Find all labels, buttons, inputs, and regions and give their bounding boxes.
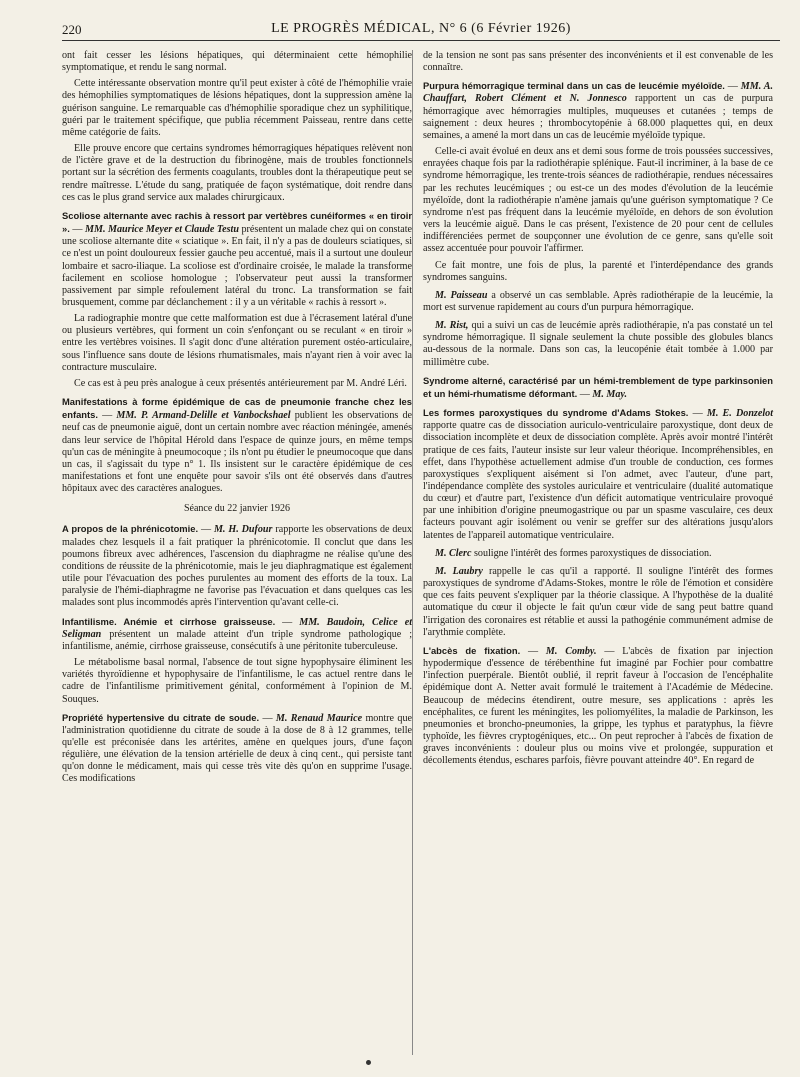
- seance-heading: Séance du 22 janvier 1926: [183, 503, 291, 515]
- paragraph: Cette intéressante observation montre qu'il peut exister à côté de l'hémophilie vraie des hémophilies symptomatiques de lésions hépatiques, dont la suppression amène la guérison sanguine. Le remarquable cas d'hémophilie sporadique chez un syphilitique, guéri par le traitement spécifique, que publia récemment Paisseau, rentre dans cette même catégorie de faits.: [62, 78, 412, 138]
- authors: M. E. Donzelot: [706, 408, 773, 420]
- section-body: qui a suivi un cas de leucémie après radiothérapie, n'a pas constaté un tel syndrome hémorragique. Il signale seulement la chute possible des globules blancs au-dessous de la normale. Dans son cas, la leucopénie était tombée à 1.000 par millimètre cube.: [423, 320, 773, 368]
- authors: M. Rist,: [435, 320, 469, 332]
- authors: M. Clerc: [435, 547, 472, 559]
- authors: M. May.: [592, 388, 628, 400]
- authors: MM. A. Chauffart, Robert Clément et N. Jonnesco: [423, 81, 773, 105]
- paragraph: de la tension ne sont pas sans présenter des inconvénients et il est convenable de les connaître.: [423, 50, 773, 74]
- paragraph: ont fait cesser les lésions hépatiques, qui déterminaient cette hémophilie symptomatique, et rendu le sang normal.: [62, 50, 412, 74]
- paragraph: Elle prouve encore que certains syndromes hémorragiques hépatiques relèvent non de l'ictère grave et de la destruction du fibrinogène, mais de troubles fonctionnels portant sur la sécrétion des ferments coagulants, troubles dont la thérapeutique peut se rendre maîtresse. L'étude du sang, pratiquée de façon systématique, doit rendre dans ces cas le plus grand service aux malades chirurgicaux.: [62, 143, 412, 203]
- section-body: rappelle le cas qu'il a rapporté. Il souligne l'intérêt des formes paroxystiques de syndrome d'Adams-Stokes, montre le rôle de l'émotion et considère que ces faits peuvent s'expliquer par la théorie classique. A l'hypothèse de la dualité automatique du cœur il objecte le fait qu'un cœur vide de sang peut battre quand l'irrigation des coronaires est rétablie et aussi la pathogénie communément admise de l'arythmie complète.: [423, 565, 773, 638]
- communication-infantilisme: Infantilisme. Anémie et cirrhose graisseuse. — MM. Baudoin, Celice et Seligman présentent un malade atteint d'un triple syndrome pathologique ; infantilisme, anémie, cirrhose graisseuse, consécutifs à une péritonite tuberculeuse.: [62, 615, 413, 652]
- communication-adams-stokes: Les formes paroxystiques du syndrome d'Adams Stokes. — M. E. Donzelot rapporte quatre cas de dissociation auriculo-ventriculaire paroxystique, dont deux de dissociation incomplète et deux de dissociation complète. Après avoir montré l'intérêt pratique de ces faits, l'auteur insiste sur leur valeur théorique. Incompréhensibles, en effet, dans l'hypothèse actuellement admise d'un trouble de conduction, ces formes paroxystiques s'expliquent aisément si l'on admet, avec l'auteur, d'une part, l'indépendance complète des systoles auriculaire et ventriculaire (dualité automatique du cœur) et d'autre part, l'existence d'un déficit automatique ventriculaire provoqué par une inhibition d'origine pneumogastrique ou par un spasme vasculaire, ces deux facteurs pouvant agir isolément ou venir se greffer sur des altérations jusqu'alors latentes de l'appareil automatique ventriculaire.: [423, 407, 773, 541]
- section-title: Purpura hémorragique terminal dans un cas de leucémie myéloïde.: [423, 80, 725, 92]
- section-body: rapportent un cas de purpura hémorragique avec hémorragies multiples, muqueuses et cutanées ; temps de saignement : deux heures ; thrombocytopénie à 68.000 plaquettes qui, en deux semaines, a amené la mort dans un cas de leucémie myéloïde typique.: [423, 93, 773, 141]
- authors: MM. P. Armand-Delille et Vanbockshael: [116, 410, 291, 422]
- journal-title: LE PROGRÈS MÉDICAL, N° 6 (6 Février 1926): [271, 21, 571, 36]
- ink-dot: [366, 1060, 371, 1065]
- comment-paisseau: [423, 290, 773, 314]
- authors: M. Paisseau: [435, 289, 488, 301]
- section-body: a observé un cas semblable. Après radiothérapie de la leucémie, la mort est survenue rapidement au cours d'un purpura hémorragique.: [423, 289, 773, 313]
- section-body: présentent un malade chez qui on constate une scoliose alternante dite « sciatique ». En fait, il n'y a pas de douleurs sciatiques, si ce n'est un point douloureux fessier gauche peu accentué, mais il a surtout une douleur lombaire et sacro-iliaque. La scoliose est d'ordinaire croisée, le malade la transforme facilement en scoliose homologue ; l'observateur peut aussi la transformer passivement par simple refoulement latéral du tronc. La transformation se fait brusquement, comme par déclanchement : il y a un véritable « rachis à ressort ».: [62, 224, 413, 308]
- paragraph: La radiographie montre que cette malformation est due à l'écrasement latéral d'une ou plusieurs vertèbres, qui forment un coin s'enfonçant ou se reculant « en tiroir » entre les vertèbres voisines. Il s'agit donc d'une altération purement ostéo-articulaire, sous l'influence sans doute de lésions rhumatismales, mais n'ayant rien à voir avec la contracture musculaire.: [62, 313, 412, 373]
- section-title: Infantilisme. Anémie et cirrhose graisseuse.: [62, 615, 276, 627]
- communication-pneumonie: Manifestations à forme épidémique de cas de pneumonie franche chez les enfants. — MM. P. Armand-Delille et Vanbockshael publient les observations de neuf cas de pneumonie aiguë, dont un certain nombre avec réaction méningée, amenés dans leur service de l'hôpital Hérold dans l'espace de quinze jours, en même temps qu'un cas de méningite à pneumocoque ; ils n'ont pu étudier le pneumocoque que dans un cas, il s'agissait du type n° 1. Ils insistent sur le caractère épidémique de ces manifestations et font une enquête pour savoir s'ils ont été observés dans d'autres hôpitaux avec des caractères analogues.: [62, 396, 412, 495]
- paragraph: Ce fait montre, une fois de plus, la parenté et l'interdépendance des grands syndromes sanguins.: [423, 259, 773, 283]
- authors: M. H. Dufour: [213, 524, 273, 536]
- section-title: Propriété hypertensive du citrate de soude.: [62, 711, 260, 723]
- section-title: Manifestations à forme épidémique de cas de pneumonie franche chez les enfants.: [62, 396, 412, 421]
- section-title: Scoliose alternante avec rachis à ressort par vertèbres cunéiformes « en tiroir ».: [62, 209, 412, 235]
- section-body: souligne l'intérêt des formes paroxystiques de dissociation.: [473, 547, 712, 559]
- page-number: 220: [62, 22, 82, 37]
- authors: MM. Maurice Meyer et Claude Testu: [85, 224, 239, 236]
- communication-abces-fixation: L'abcès de fixation. — M. Comby. — L'abcès de fixation par injection hypodermique d'essence de térébenthine fut imaginé par Fochier pour combattre l'infection puerpérale. Bientôt oublié, il reprit faveur à l'occasion de l'encéphalite épidémique dont A. Netter avait formulé le traitement à l'Académie de Médecine. Beaucoup de médecins étendirent, outre mesure, ses applications : après les encéphalites, ce furent les méningites, les poliomyélites, la maladie de Parkinson, les pneumonies et broncho-pneumonies, la grippe, les typhus et paratyphus, la fièvre typhoïde, les fièvres cryptogéniques, etc... On peut reprocher à l'abcès de fixation de graves inconvénients : douleur plus ou moins vive et prolongée, suppuration et décollements étendus, eschares parfois, fièvre pouvant atteindre 40°. En regard de: [423, 644, 774, 767]
- communication-citrate: Propriété hypertensive du citrate de soude. — M. Renaud Maurice montre que l'administration quotidienne du citrate de soude à la dose de 8 à 12 grammes, telle qu'elle est préconisée dans les artérites, amène en quelques jours, d'une façon régulière, une élévation de la tension artérielle de deux à cinq cent., qui persiste tant qu'on donne le médicament, mais qui cesse très vite dès qu'on en supprime l'usage. Ces modifications: [62, 711, 412, 785]
- communication-phrenicotomie: A propos de la phrénicotomie. — M. H. Dufour rapporte les observations de deux malades chez lesquels il a fait pratiquer la phrénicotomie. Il conclut que dans les poumons fibreux avec adhérences, l'ascension du diaphragme ne réalise qu'une des conditions de réussite de la phrénicotomie, mais le jeu diaphragmatique est également utile pour l'évacuation des poches purulentes au moment des efforts de la toux. La paralysie de l'hémi-diaphragme ne favorise pas l'évacuation et dans quelques cas les malades sont plus incommodés après l'intervention qu'avant celle-ci.: [62, 523, 412, 609]
- authors: M. Laubry: [435, 565, 483, 577]
- comment-laubry: [423, 566, 773, 639]
- comment-rist: [423, 320, 773, 369]
- column-divider: [412, 50, 413, 1055]
- communication-scoliose: Scoliose alternante avec rachis à ressort par vertèbres cunéiformes « en tiroir ». — MM. Maurice Meyer et Claude Testu présentent un malade chez qui on constate une scoliose alternante dite « sciatique ». En fait, il n'y a pas de douleurs sciatiques, si ce n'est un point douloureux fessier gauche peu accentué, mais il a surtout une douleur lombaire et sacro-iliaque. La scoliose est d'ordinaire croisée, le malade la transforme facilement en scoliose homologue ; l'observateur peut aussi la transformer passivement par simple refoulement latéral du tronc. La transformation se fait brusquement, comme par déclanchement : il y a un véritable « rachis à ressort ».: [62, 209, 413, 308]
- section-body: montre que l'administration quotidienne du citrate de soude à la dose de 8 à 12 grammes, telle qu'elle est préconisée dans les artérites, amène en quelques jours, d'une façon régulière, une élévation de la tension artérielle de deux à cinq cent., qui persiste tant qu'on donne le médicament, mais qui cesse très vite dès qu'on en supprime l'usage. Ces modifications: [62, 712, 412, 785]
- paragraph: Celle-ci avait évolué en deux ans et demi sous forme de trois poussées successives, enrayées chaque fois par la radiothérapie splénique. Faut-il incriminer, à la base de ce syndrome hémorragique, les trente-trois séances de radiothérapie, rendues nécessaires par les rechutes leucémiques ; ou est-ce un des modes d'évolution de la leucémie myéloïde, dont la radiothérapie n'amène jamais qu'une guérison symptomatique ? Ce syndrome n'est pas fréquent dans la leucémie myéloïde, en dehors de son évolution vers la leucémie aiguë. Dans le cas présent, l'existence de 20 pour cent de cellules indifférenciées permet de soupçonner une évolution de ce genre, sans qu'elle soit assez accentuée pour pouvoir l'affirmer.: [423, 146, 773, 255]
- page-header: [62, 20, 780, 41]
- section-body: publient les observations de neuf cas de pneumonie aiguë, dont un certain nombre avec réaction méningée, amenés dans leur service de l'hôpital Hérold dans l'espace de quinze jours, en même temps qu'un cas de méningite à pneumocoque ; ils n'ont pu étudier le pneumocoque que dans un cas, il s'agissait du type n° 1. Ils insistent sur le caractère épidémique de ces manifestations et font une enquête pour savoir s'ils ont été observés dans d'autres hôpitaux avec des caractères analogues.: [62, 410, 412, 495]
- comment-clerc: [423, 548, 773, 560]
- section-title: Syndrome alterné, caractérisé par un hémi-tremblement de type parkinsonien et un hémi-rhumatisme déformant.: [423, 374, 773, 399]
- authors: MM. Baudoin, Celice et Seligman: [62, 616, 413, 640]
- paragraph: Ce cas est à peu près analogue à ceux présentés antérieurement par M. André Léri.: [74, 377, 407, 389]
- section-title: Les formes paroxystiques du syndrome d'Adams Stokes.: [423, 407, 689, 419]
- section-body: rapporte les observations de deux malades chez lesquels il a fait pratiquer la phrénicotomie. Il conclut que dans les poumons fibreux avec adhérences, l'ascension du diaphragme ne réalise qu'une des conditions de réussite de la phrénicotomie, mais le jeu diaphragmatique est également utile pour l'évacuation des poches purulentes au moment des efforts de la toux. La paralysie de l'hémi-diaphragme ne favorise pas l'évacuation et dans quelques cas les malades sont plus incommodés après l'intervention qu'avant celle-ci.: [62, 524, 412, 609]
- right-column: [423, 50, 773, 771]
- left-column: [62, 50, 412, 790]
- authors: M. Renaud Maurice: [275, 712, 363, 724]
- section-body: présentent un malade atteint d'un triple syndrome pathologique ; infantilisme, anémie, cirrhose graisseuse, consécutifs à une péritonite tuberculeuse.: [62, 628, 413, 652]
- section-title: L'abcès de fixation.: [423, 644, 521, 656]
- communication-purpura: Purpura hémorragique terminal dans un cas de leucémie myéloïde. — MM. A. Chauffart, Robert Clément et N. Jonnesco rapportent un cas de purpura hémorragique avec hémorragies multiples, muqueuses et cutanées ; temps de saignement : deux heures ; thrombocytopénie à 68.000 plaquettes qui, en deux semaines, a amené la mort dans un cas de leucémie myéloïde typique.: [423, 80, 773, 141]
- communication-syndrome-alterne: Syndrome alterné, caractérisé par un hémi-tremblement de type parkinsonien et un hémi-rhumatisme déformant. — M. May.: [423, 374, 773, 400]
- section-body: rapporte quatre cas de dissociation auriculo-ventriculaire paroxystique, dont deux de dissociation incomplète et deux de dissociation complète. Après avoir montré l'intérêt pratique de ces faits, l'auteur insiste sur leur valeur théorique. Incompréhensibles, en effet, dans l'hypothèse actuellement admise d'un trouble de conduction, ces formes paroxystiques s'expliquent aisément si l'on admet, avec l'auteur, d'une part, l'indépendance complète des systoles auriculaire et ventriculaire (dualité automatique du cœur) et d'autre part, l'existence d'un déficit automatique ventriculaire provoqué par une inhibition d'origine pneumogastrique ou par un spasme vasculaire, ces deux facteurs pouvant agir isolément ou venir se greffer sur des altérations jusqu'alors latentes de l'appareil automatique ventriculaire.: [423, 420, 773, 541]
- section-title: A propos de la phrénicotomie.: [62, 523, 199, 535]
- authors: M. Comby.: [545, 645, 597, 657]
- section-body: L'abcès de fixation par injection hypodermique d'essence de térébenthine fut imaginé par Fochier pour combattre l'infection puerpérale. Bientôt oublié, il reprit faveur à l'occasion de l'encéphalite épidémique dont A. Netter avait formulé le traitement à l'Académie de Médecine. Beaucoup de médecins étendirent, outre mesure, ses applications : après les encéphalites, ce furent les méningites, les poliomyélites, la maladie de Parkinson, les pneumonies et broncho-pneumonies, la grippe, les typhus et paratyphus, la fièvre typhoïde, les fièvres cryptogéniques, etc... On peut reprocher à l'abcès de fixation de graves inconvénients : douleur plus ou moins vive et prolongée, suppuration et décollements étendus, eschares parfois, fièvre pouvant atteindre 40°. En regard de: [423, 645, 774, 767]
- paragraph: Le métabolisme basal normal, l'absence de tout signe hypophysaire éliminent les variétés thyroïdienne et hypophysaire de l'infantilisme, le cas actuel rentre dans le cadre de l'infantilisme primitivement génital, conformément à l'opinion de M. Souques.: [62, 657, 412, 705]
